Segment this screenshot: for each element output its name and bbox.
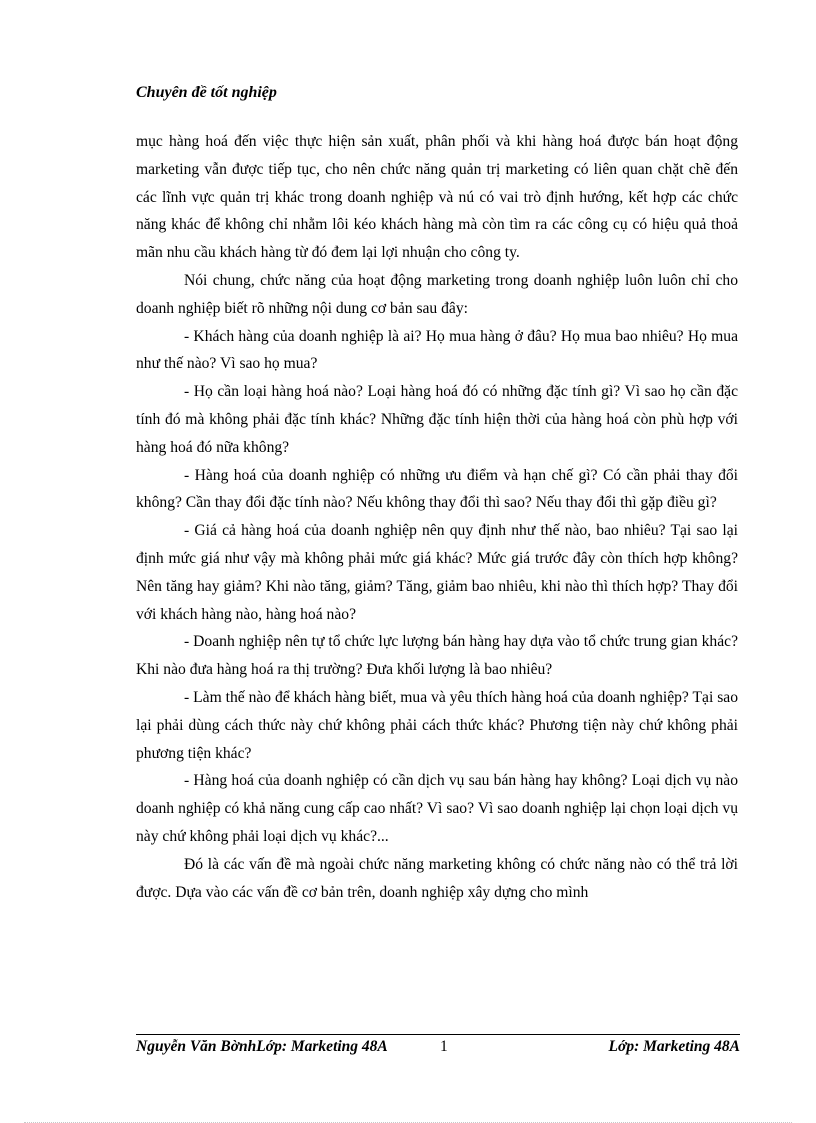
paragraph-6: - Giá cả hàng hoá của doanh nghiệp nên quy định như thế nào, bao nhiêu? Tại sao lại định mức giá như vậy mà không phải mức giá khác? Mức giá trước đây còn thích hợp không? Nên tăng hay giảm? Khi nào tăng, giảm? Tăng, giảm bao nhiêu, khi nào thì thích hợp? Thay đổi với khách hàng nào, hàng hoá nào?	[136, 522, 738, 623]
page-header-title: Chuyên đề tốt nghiệp	[136, 84, 277, 101]
paragraph-3: - Khách hàng của doanh nghiệp là ai? Họ mua hàng ở đâu? Họ mua bao nhiêu? Họ mua như thế nào? Vì sao họ mua?	[136, 327, 738, 373]
paragraph-1: mục hàng hoá đến việc thực hiện sản xuất, phân phối và khi hàng hoá được bán hoạt động marketing vẫn được tiếp tục, cho nên chức năng quản trị marketing có liên quan chặt chẽ đến các lĩnh vực quản trị khác trong doanh nghiệp và nú có vai trò định hướng, kết hợp các chức năng khác để không chỉ nhằm lôi kéo khách hàng mà còn tìm ra các công cụ có hiệu quả thoả mãn nhu cầu khách hàng từ đó đem lại lợi nhuận cho công ty.	[136, 133, 738, 262]
paragraph-7: - Doanh nghiệp nên tự tổ chức lực lượng bán hàng hay dựa vào tổ chức trung gian khác? Khi nào đưa hàng hoá ra thị trường? Đưa khối lượng là bao nhiêu?	[136, 633, 738, 679]
footer-author-class: Nguyễn Văn BờnhLớp: Marketing 48A	[136, 1038, 388, 1055]
footer-class: Lớp: Marketing 48A	[608, 1038, 740, 1055]
page-number: 1	[440, 1038, 448, 1055]
paragraph-4: - Họ cần loại hàng hoá nào? Loại hàng hoá đó có những đặc tính gì? Vì sao họ cần đặc tính đó mà không phải đặc tính khác? Những đặc tính hiện thời của hàng hoá còn phù hợp với hàng hoá đó nữa không?	[136, 383, 738, 456]
paragraph-9: - Hàng hoá của doanh nghiệp có cần dịch vụ sau bán hàng hay không? Loại dịch vụ nào doanh nghiệp có khả năng cung cấp cao nhất? Vì sao? Vì sao doanh nghiệp lại chọn loại dịch vụ này chứ không phải loại dịch vụ khác?...	[136, 772, 738, 845]
paragraph-5: - Hàng hoá của doanh nghiệp có những ưu điểm và hạn chế gì? Có cần phải thay đổi không? Cần thay đổi đặc tính nào? Nếu không thay đổi thì sao? Nếu thay đổi thì gặp điều gì?	[136, 466, 738, 512]
paragraph-2: Nói chung, chức năng của hoạt động marketing trong doanh nghiệp luôn luôn chỉ cho doanh nghiệp biết rõ những nội dung cơ bản sau đây:	[136, 271, 738, 317]
paragraph-8: - Làm thế nào để khách hàng biết, mua và yêu thích hàng hoá của doanh nghiệp? Tại sao lại phải dùng cách thức này chứ không phải cách thức khác? Phương tiện này chứ không phải phương tiện khác?	[136, 688, 738, 762]
body-text	[136, 128, 738, 906]
footer-divider	[136, 1034, 740, 1035]
page-footer	[136, 1038, 740, 1062]
paragraph-10: Đó là các vấn đề mà ngoài chức năng marketing không có chức năng nào có thể trả lời được. Dựa vào các vấn đề cơ bản trên, doanh nghiệp xây dựng cho mình	[136, 855, 738, 901]
